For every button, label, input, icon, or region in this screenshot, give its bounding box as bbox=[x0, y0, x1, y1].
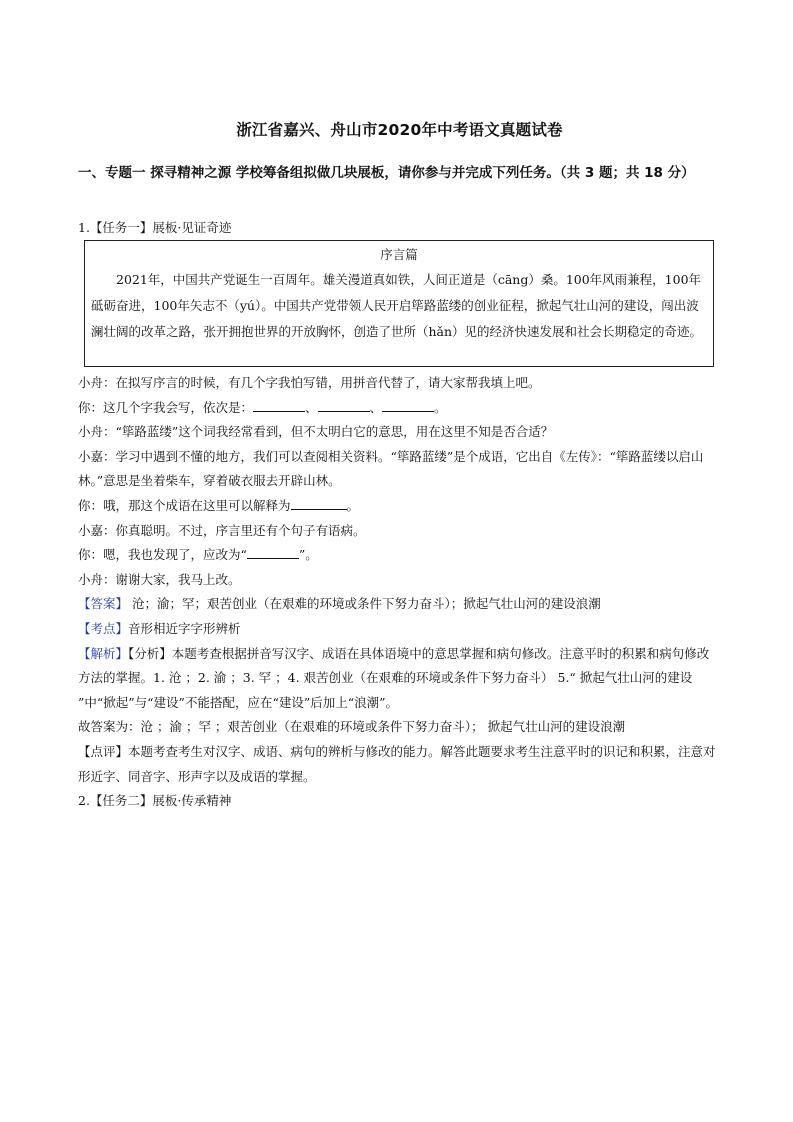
question-1-label-block bbox=[78, 216, 721, 241]
preface-box-text: 2021年，中国共产党诞生一百周年。雄关漫道真如铁，人间正道是（cāng）桑。100年风雨兼程，100年砥砺奋进，100年矢志不（yú）。中国共产党带领人民开启筚路蓝缕的创业征程，掀起气壮山河的建设，闯出波澜壮阔的改革之路，张开拥抱世界的开放胸怀，创造了世所（hǎn）见的经济快速发展和社会长期稳定的奇迹。 bbox=[91, 272, 703, 339]
final-answer-line: 故答案为：沧 ；渝 ；罕 ；艰苦创业（在艰难的环境或条件下努力奋斗）； 掀起气壮山河的建设浪潮 bbox=[78, 719, 626, 735]
point-text: 音形相近字字形辨析 bbox=[128, 620, 241, 636]
dialogue-text: 你：哦，那这个成语在这里可以解释为 bbox=[78, 497, 291, 513]
dialogue-line: 小嘉：你真聪明。不过，序言里还有个句子有语病。 bbox=[78, 522, 366, 538]
answer-blank[interactable] bbox=[318, 397, 370, 412]
analysis-text: 【分析】本题考查根据拼音写汉字、成语在具体语境中的意思掌握和病句修改。注意平时的积累和病句修改方法的掌握。1. 沧 ；2. 渝 ；3. 罕 ；4. 艰苦创业（在艰难的环境或条件下努力奋斗） 5.“ 掀起气壮山河的建设 ”中“掀起”与“建设”不能搭配，应在“建设”后加上“浪潮”。 bbox=[78, 645, 710, 710]
answer-blank[interactable] bbox=[291, 495, 347, 510]
analysis-tag: 【解析】 bbox=[78, 645, 129, 661]
preface-box bbox=[84, 240, 714, 367]
dialogue-line: 小嘉：学习中遇到不懂的地方，我们可以查阅相关资料。“筚路蓝缕”是个成语，它出自《左传》：“筚路蓝缕以启山林。”意思是坐着柴车，穿着破衣服去开辟山林。 bbox=[78, 448, 704, 489]
point-line bbox=[78, 617, 721, 642]
answer-tag: 【答案】 bbox=[78, 596, 129, 612]
question-1-label: 1.【任务一】展板·见证奇迹 bbox=[78, 220, 232, 235]
analysis-line bbox=[78, 642, 721, 716]
comment-line: 【点评】本题考查考生对汉字、成语、病句的辨析与修改的能力。解答此题要求考生注意平时的识记和积累，注意对形近字、同音字、形声字以及成语的掌握。 bbox=[78, 743, 716, 784]
dialogue-text: ”。 bbox=[298, 547, 318, 563]
dialogue-text: 你：嗯，我也发现了，应改为“ bbox=[78, 547, 247, 563]
dialogue-line bbox=[78, 543, 721, 568]
answer-line bbox=[78, 592, 721, 617]
dialogue-line bbox=[78, 396, 721, 421]
answer-blank[interactable] bbox=[247, 544, 299, 559]
section-heading: 一、专题一 探寻精神之源 学校筹备组拟做几块展板，请你参与并完成下列任务。（共 3 题；共 18 分） bbox=[78, 165, 695, 181]
dialogue-line: 小舟：“筚路蓝缕”这个词我经常看到，但不太明白它的意思，用在这里不知是否合适？ bbox=[78, 424, 554, 440]
separator: 、 bbox=[369, 399, 383, 415]
dialogue-line bbox=[78, 494, 721, 519]
question-2-label: 2.【任务二】展板·传承精神 bbox=[78, 793, 232, 809]
dialogue-text: 。 bbox=[434, 399, 447, 415]
answer-blank[interactable] bbox=[253, 397, 305, 412]
point-tag: 【考点】 bbox=[78, 620, 129, 636]
dialogue-text: 。 bbox=[346, 497, 360, 513]
dialogue-text: 你：这几个字我会写，依次是： bbox=[78, 399, 254, 415]
separator: 、 bbox=[305, 399, 318, 415]
answer-blank[interactable] bbox=[382, 397, 434, 412]
dialogue-line: 小舟：谢谢大家，我马上改。 bbox=[78, 571, 241, 587]
page-title: 浙江省嘉兴、舟山市2020年中考语文真题试卷 bbox=[236, 121, 563, 139]
answer-text: 沧；渝；罕；艰苦创业（在艰难的环境或条件下努力奋斗）；掀起气壮山河的建设浪潮 bbox=[128, 596, 601, 612]
dialogue-line: 小舟：在拟写序言的时候，有几个字我怕写错，用拼音代替了，请大家帮我填上吧。 bbox=[78, 375, 541, 390]
dialogue-block bbox=[78, 371, 721, 814]
preface-box-title: 序言篇 bbox=[380, 247, 418, 262]
